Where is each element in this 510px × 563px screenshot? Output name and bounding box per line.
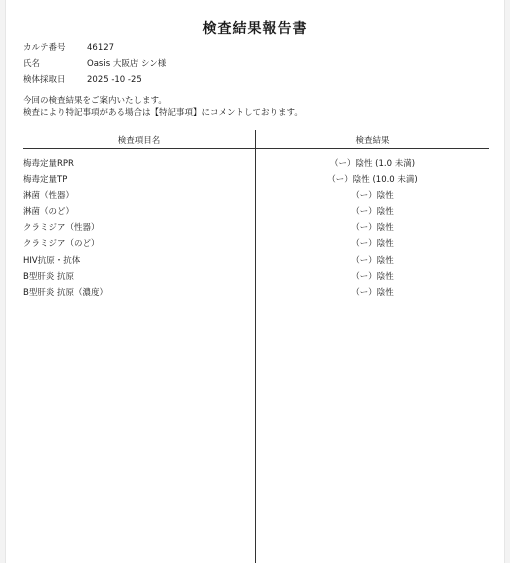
test-result: （ー）陰性 <box>351 223 394 233</box>
test-item-name: B型肝炎 抗原（濃度） <box>23 288 109 298</box>
header-item-name: 検査項目名 <box>117 136 161 146</box>
patient-name-label: 氏名 <box>23 59 41 69</box>
test-result: （ー）陰性 <box>351 272 394 282</box>
test-item-name: HIV抗原・抗体 <box>23 256 81 266</box>
chart-number-value: 46127 <box>87 43 115 53</box>
test-item-name: 梅毒定量TP <box>23 175 68 185</box>
table-row <box>6 221 504 235</box>
test-result: （ー）陰性 <box>351 256 394 266</box>
test-result: （ー）陰性 (1.0 未満) <box>329 159 416 169</box>
table-row <box>6 173 504 187</box>
test-result: （ー）陰性 <box>351 288 394 298</box>
test-item-name: クラミジア（性器） <box>23 223 100 233</box>
table-row <box>6 157 504 171</box>
table-row <box>6 237 504 251</box>
test-result: （ー）陰性 <box>351 207 394 217</box>
patient-name-value: Oasis 大阪店 シン様 <box>87 59 167 69</box>
table-header-rule <box>23 148 489 149</box>
test-item-name: 梅毒定量RPR <box>23 159 74 169</box>
table-row <box>6 189 504 203</box>
table-row <box>6 286 504 300</box>
table-row <box>6 254 504 268</box>
test-result: （ー）陰性 <box>351 239 394 249</box>
test-item-name: 淋菌（のど） <box>23 207 75 217</box>
test-result: （ー）陰性 <box>351 191 394 201</box>
test-item-name: B型肝炎 抗原 <box>23 272 75 282</box>
test-result: （ー）陰性 (10.0 未満) <box>327 175 418 185</box>
intro-line-2: 検査により特記事項がある場合は【特記事項】にコメントしております。 <box>23 108 303 118</box>
intro-line-1: 今回の検査結果をご案内いたします。 <box>23 96 167 106</box>
sample-date-label: 検体採取日 <box>23 75 66 85</box>
sample-date-value: 2025 -10 -25 <box>87 75 142 85</box>
chart-number-label: カルテ番号 <box>23 43 66 53</box>
test-item-name: クラミジア（のど） <box>23 239 100 249</box>
header-result: 検査結果 <box>355 136 390 146</box>
table-row <box>6 270 504 284</box>
table-row <box>6 205 504 219</box>
report-title: 検査結果報告書 <box>202 21 308 37</box>
test-item-name: 淋菌（性器） <box>23 191 75 201</box>
report-page <box>5 0 505 563</box>
